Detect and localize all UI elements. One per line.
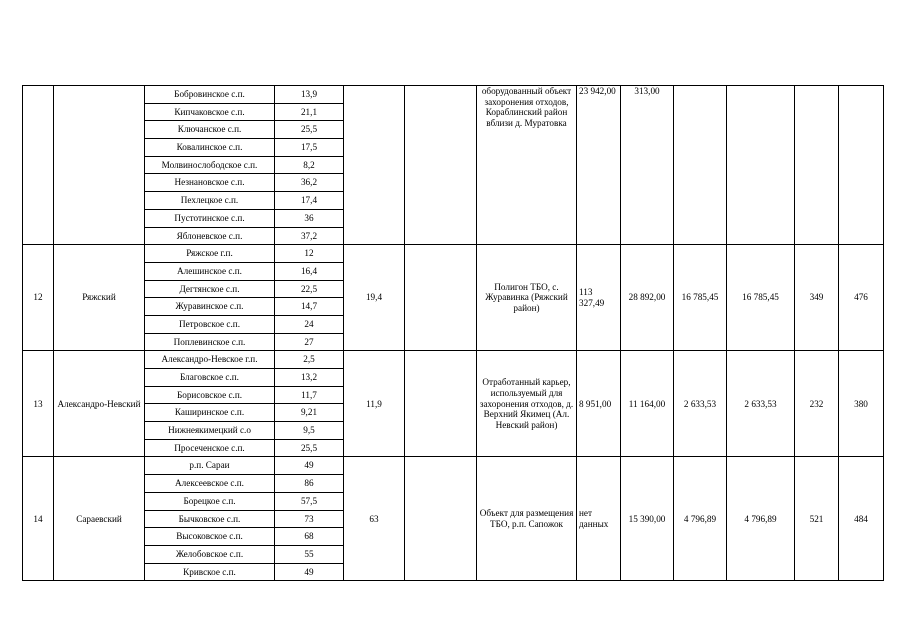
settlement-value-cell: 17,5 — [275, 139, 344, 157]
settlement-value-cell: 22,5 — [275, 280, 344, 298]
col8-cell: 15 390,00 — [621, 457, 674, 581]
col7-cell: 23 942,00 — [577, 86, 621, 245]
row-number-cell — [23, 86, 54, 245]
settlement-value-cell: 8,2 — [275, 156, 344, 174]
col10-cell: 2 633,53 — [727, 351, 795, 457]
table-row — [23, 86, 884, 104]
col10-cell: 16 785,45 — [727, 245, 795, 351]
col12-cell: 484 — [839, 457, 884, 581]
settlement-name-cell: Алексеевское с.п. — [145, 475, 275, 493]
settlement-name-cell: Пехлецкое с.п. — [145, 192, 275, 210]
settlement-name-cell: Поплевинское с.п. — [145, 333, 275, 351]
settlement-value-cell: 13,9 — [275, 86, 344, 104]
settlement-value-cell: 16,4 — [275, 262, 344, 280]
table-row — [23, 245, 884, 263]
settlement-value-cell: 49 — [275, 563, 344, 581]
settlement-name-cell: Нижнеякимецкий с.о — [145, 422, 275, 440]
col12-cell: 476 — [839, 245, 884, 351]
facility-cell: оборудованный объект захоронения отходов, Кораблинский район вблизи д. Муратовка — [477, 86, 577, 245]
facility-cell: Отработанный карьер, используемый для захоронения отходов, д. Верхний Якимец (Ал. Невский район) — [477, 351, 577, 457]
settlement-name-cell: Благовское с.п. — [145, 369, 275, 387]
col9-cell: 2 633,53 — [674, 351, 727, 457]
empty-cell — [405, 351, 477, 457]
settlement-name-cell: Ряжское г.п. — [145, 245, 275, 263]
row-number-cell: 12 — [23, 245, 54, 351]
district-value-cell: 63 — [344, 457, 405, 581]
district-value-cell — [344, 86, 405, 245]
settlement-name-cell: Пустотинское с.п. — [145, 209, 275, 227]
table-row — [23, 351, 884, 369]
row-number-cell: 13 — [23, 351, 54, 457]
table-body — [23, 86, 884, 581]
col7-cell: 113 327,49 — [577, 245, 621, 351]
facility-cell: Полигон ТБО, с. Журавинка (Ряжский район) — [477, 245, 577, 351]
settlement-name-cell: Просеченское с.п. — [145, 439, 275, 457]
col9-cell: 4 796,89 — [674, 457, 727, 581]
settlement-value-cell: 12 — [275, 245, 344, 263]
settlement-name-cell: Петровское с.п. — [145, 315, 275, 333]
settlement-name-cell: Кипчаковское с.п. — [145, 103, 275, 121]
settlement-value-cell: 57,5 — [275, 492, 344, 510]
settlement-value-cell: 21,1 — [275, 103, 344, 121]
settlement-value-cell: 36 — [275, 209, 344, 227]
settlement-value-cell: 73 — [275, 510, 344, 528]
settlement-value-cell: 11,7 — [275, 386, 344, 404]
table-row — [23, 457, 884, 475]
district-value-cell: 19,4 — [344, 245, 405, 351]
settlement-value-cell: 2,5 — [275, 351, 344, 369]
col10-cell: 4 796,89 — [727, 457, 795, 581]
col11-cell: 349 — [795, 245, 839, 351]
col9-cell: 16 785,45 — [674, 245, 727, 351]
settlement-name-cell: Журавинское с.п. — [145, 298, 275, 316]
settlement-value-cell: 9,5 — [275, 422, 344, 440]
settlement-value-cell: 13,2 — [275, 369, 344, 387]
settlement-value-cell: 25,5 — [275, 439, 344, 457]
settlement-name-cell: р.п. Сараи — [145, 457, 275, 475]
district-cell — [54, 86, 145, 245]
empty-cell — [405, 457, 477, 581]
settlement-value-cell: 17,4 — [275, 192, 344, 210]
settlement-value-cell: 68 — [275, 528, 344, 546]
settlement-name-cell: Каширинское с.п. — [145, 404, 275, 422]
settlement-name-cell: Борисовское с.п. — [145, 386, 275, 404]
settlement-value-cell: 55 — [275, 545, 344, 563]
col8-cell: 28 892,00 — [621, 245, 674, 351]
settlement-value-cell: 14,7 — [275, 298, 344, 316]
settlement-value-cell: 9,21 — [275, 404, 344, 422]
col7-cell: 8 951,00 — [577, 351, 621, 457]
col10-cell — [727, 86, 795, 245]
district-value-cell: 11,9 — [344, 351, 405, 457]
settlement-value-cell: 49 — [275, 457, 344, 475]
settlement-name-cell: Дегтянское с.п. — [145, 280, 275, 298]
settlement-name-cell: Высоковское с.п. — [145, 528, 275, 546]
settlement-value-cell: 86 — [275, 475, 344, 493]
settlement-value-cell: 37,2 — [275, 227, 344, 245]
col8-cell: 313,00 — [621, 86, 674, 245]
settlement-value-cell: 27 — [275, 333, 344, 351]
col9-cell — [674, 86, 727, 245]
settlement-value-cell: 25,5 — [275, 121, 344, 139]
settlement-name-cell: Желобовское с.п. — [145, 545, 275, 563]
col11-cell: 521 — [795, 457, 839, 581]
row-number-cell: 14 — [23, 457, 54, 581]
settlement-name-cell: Кривское с.п. — [145, 563, 275, 581]
settlement-name-cell: Борецкое с.п. — [145, 492, 275, 510]
col12-cell — [839, 86, 884, 245]
settlement-name-cell: Александро-Невское г.п. — [145, 351, 275, 369]
settlement-name-cell: Незнановское с.п. — [145, 174, 275, 192]
col11-cell: 232 — [795, 351, 839, 457]
settlement-name-cell: Яблоневское с.п. — [145, 227, 275, 245]
settlement-value-cell: 24 — [275, 315, 344, 333]
district-cell: Сараевский — [54, 457, 145, 581]
settlement-value-cell: 36,2 — [275, 174, 344, 192]
col12-cell: 380 — [839, 351, 884, 457]
district-cell: Ряжский — [54, 245, 145, 351]
empty-cell — [405, 245, 477, 351]
settlement-name-cell: Ключанское с.п. — [145, 121, 275, 139]
settlement-name-cell: Бычковское с.п. — [145, 510, 275, 528]
facility-cell: Объект для размещения ТБО, р.п. Сапожок — [477, 457, 577, 581]
data-table — [22, 85, 884, 581]
district-cell: Александро-Невский — [54, 351, 145, 457]
col7-cell: нет данных — [577, 457, 621, 581]
col8-cell: 11 164,00 — [621, 351, 674, 457]
col11-cell — [795, 86, 839, 245]
empty-cell — [405, 86, 477, 245]
settlement-name-cell: Бобровинское с.п. — [145, 86, 275, 104]
settlement-name-cell: Алешинское с.п. — [145, 262, 275, 280]
settlement-name-cell: Молвинослободское с.п. — [145, 156, 275, 174]
settlement-name-cell: Ковалинское с.п. — [145, 139, 275, 157]
